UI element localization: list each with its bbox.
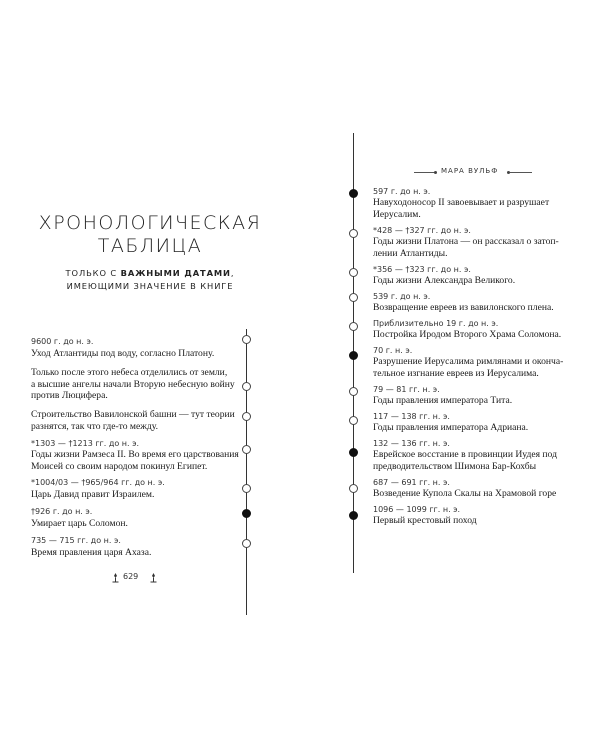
entry-text: Иерусалим. [373,208,421,220]
timeline-node-open [349,229,358,238]
timeline-node-open [349,416,358,425]
timeline-node-open [242,539,251,548]
entry-text: Годы жизни Рамзеса II. Во время его царствования [31,449,239,460]
running-header: МАРА ВУЛЬФ [441,167,499,175]
timeline-node-open [242,382,251,391]
entry-date: *428 — †327 гг. до н. э. [373,226,471,235]
entry-date: *1303 — †1213 гг. до н. э. [31,439,140,448]
entry-text: Постройка Иродом Второго Храма Соломона. [373,329,562,340]
entry-date: 597 г. до н. э. [373,187,431,196]
entry-date: Приблизительно 19 г. до н. э. [373,319,499,328]
ornament-right-icon [150,573,157,583]
page-number-block [112,572,160,584]
entry-text: Умирает царь Соломон. [31,518,128,529]
subtitle-emphasis: ВАЖНЫМИ ДАТАМИ [120,268,231,278]
entry-date: 735 — 715 гг. до н. э. [31,536,121,545]
entry-text: Уход Атлантиды под воду, согласно Платону. [31,348,215,359]
subtitle-line-2: ИМЕЮЩИМИ ЗНАЧЕНИЕ В КНИГЕ [66,281,234,291]
entry-text: Строительство Вавилонской башни — тут теории [31,409,235,420]
entry-text: Моисей со своим народом покинул Египет. [31,460,208,472]
entry-text: Царь Давид правит Израилем. [31,489,155,500]
timeline-node-filled [349,189,358,198]
timeline-node-open [242,445,251,454]
timeline-node-filled [349,448,358,457]
timeline-node-open [242,484,251,493]
entry-date: 70 г. н. э. [373,346,413,355]
entry-text: Возвращение евреев из вавилонского плена. [373,302,554,313]
entry-text: Годы жизни Александра Великого. [373,275,516,286]
entry-text: лении Атлантиды. [373,247,448,259]
entry-date: 132 — 136 гг. н. э. [373,439,450,448]
timeline-node-open [349,322,358,331]
timeline-node-open [349,387,358,396]
timeline-node-open [349,268,358,277]
page-title-line-2: ТАБЛИЦА [97,235,203,257]
timeline-node-filled [349,511,358,520]
ornament-left-icon [112,573,119,583]
entry-date: 1096 — 1099 гг. н. э. [373,505,461,514]
timeline-node-open [349,484,358,493]
entry-text: Первый крестовый поход [373,515,477,526]
timeline-node-filled [349,351,358,360]
page-title-line-1: ХРОНОЛОГИЧЕСКАЯ [38,212,262,234]
entry-text: Годы правления императора Адриана. [373,422,529,433]
entry-date: 539 г. до н. э. [373,292,431,301]
entry-text: Только после этого небеса отделились от земли, [31,367,228,378]
entry-text: Навуходоносор II завоевывает и разрушает [373,197,550,208]
timeline-node-filled [242,509,251,518]
entry-text: Годы жизни Платона — он рассказал о затоп- [373,236,559,247]
entry-date: *1004/03 — †965/964 гг. до н. э. [31,478,165,487]
entry-text: Годы правления императора Тита. [373,395,513,406]
entry-text: Разрушение Иерусалима римлянами и оконча- [373,356,564,367]
subtitle-line-1 [0,267,300,280]
entry-date: 79 — 81 гг. н. э. [373,385,440,394]
header-rule-right [510,172,532,173]
timeline-node-open [242,412,251,421]
entry-date: 9600 г. до н. э. [31,337,94,346]
header-rule-left [414,172,436,173]
entry-date: 687 — 691 гг. н. э. [373,478,450,487]
entry-text: разнятся, так что где-то между. [31,420,159,432]
subtitle-text-after: , [230,268,235,278]
entry-text: Еврейское восстание в провинции Иудея под [373,449,557,460]
entry-text: а высшие ангелы начали Вторую небесную войну [31,378,235,390]
entry-text: против Люцифера. [31,390,108,401]
timeline-node-open [242,335,251,344]
entry-text: предводительством Шимона Бар-Кохбы [373,460,537,472]
subtitle-text-before: ТОЛЬКО С [65,268,121,278]
left-timeline-line [246,329,247,615]
entry-date: 117 — 138 гг. н. э. [373,412,450,421]
entry-text: Время правления царя Ахаза. [31,547,152,558]
entry-date: *356 — †323 гг. до н. э. [373,265,471,274]
entry-text: Возведение Купола Скалы на Храмовой горе [373,488,557,499]
entry-text: тельное изгнание евреев из Иерусалима. [373,367,539,379]
page-number: 629 [123,572,139,581]
entry-date: †926 г. до н. э. [31,507,93,516]
header-dot-left [434,171,437,174]
timeline-node-open [349,293,358,302]
